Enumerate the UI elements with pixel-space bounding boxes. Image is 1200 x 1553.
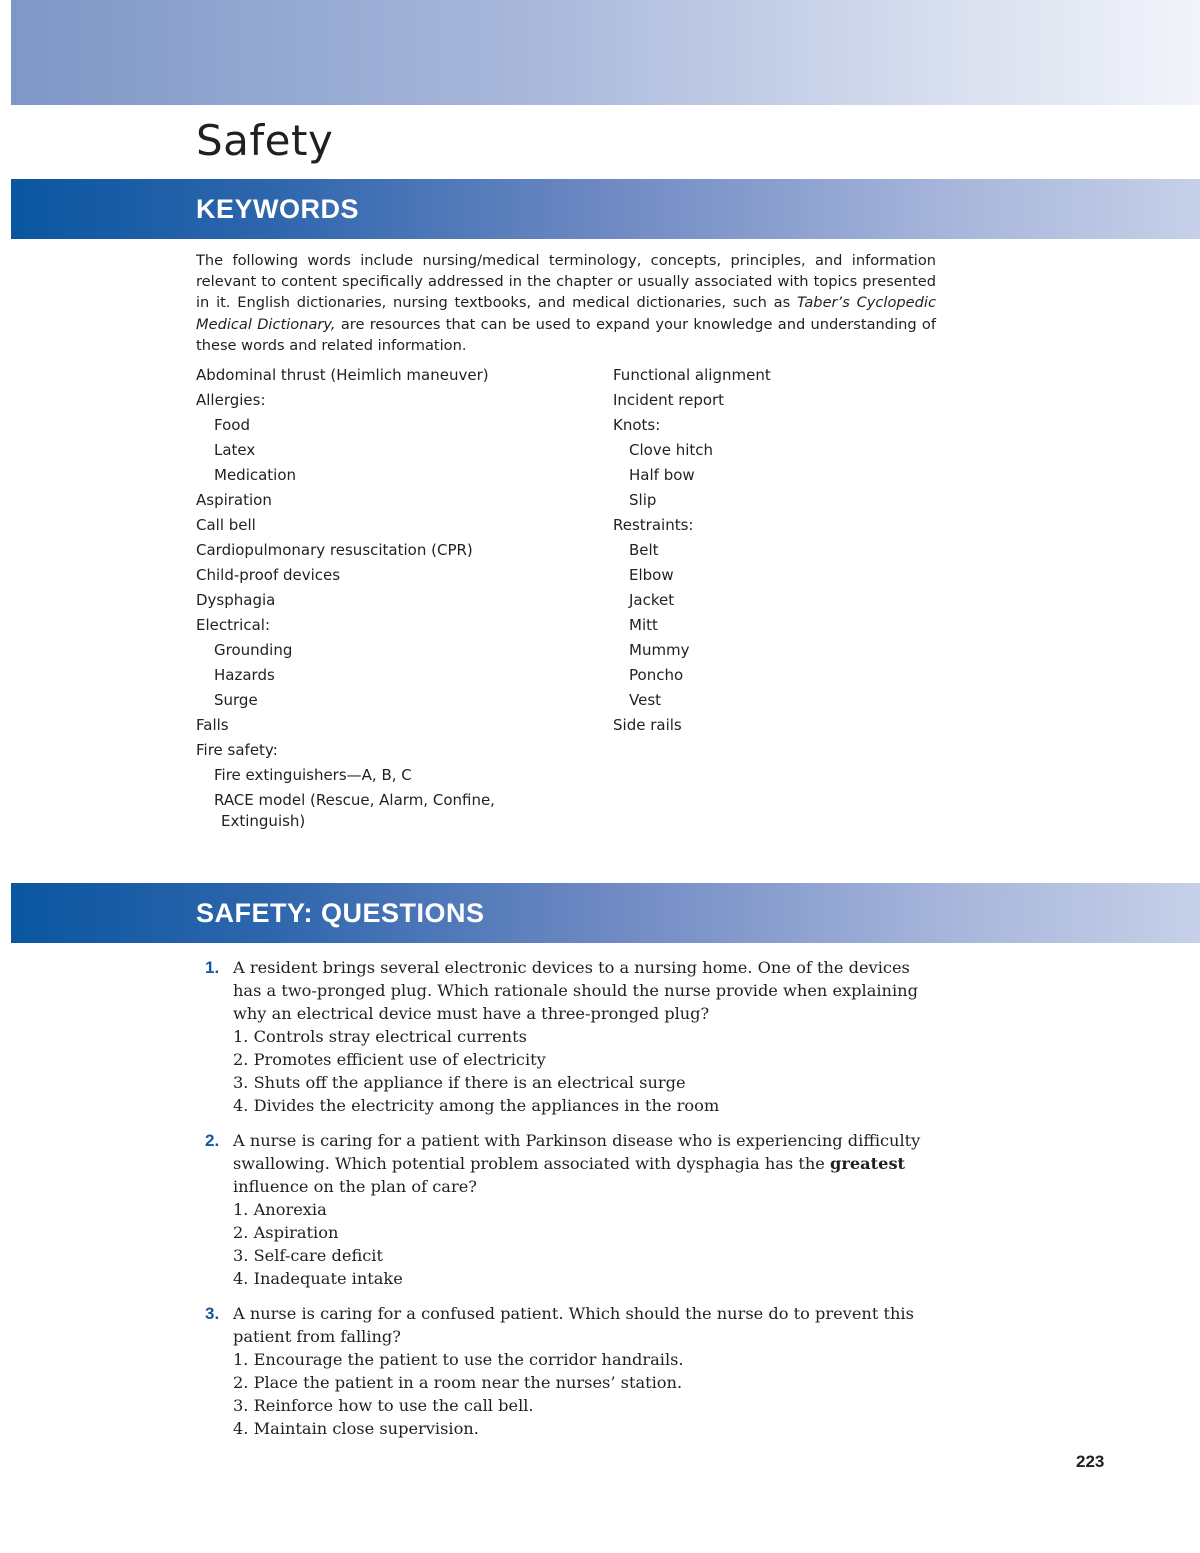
answer-option: 1. Controls stray electrical currents: [233, 1027, 527, 1046]
keyword-subitem: Poncho: [629, 666, 684, 684]
keyword-subitem-line: RACE model (Rescue, Alarm, Confine,: [214, 791, 495, 809]
keyword-item: Abdominal thrust (Heimlich maneuver): [196, 366, 489, 384]
keyword-item: Restraints:: [613, 516, 694, 534]
question-stem: [233, 1129, 935, 1198]
keyword-subitem: Hazards: [214, 666, 275, 684]
keyword-item: Electrical:: [196, 616, 270, 634]
intro-text-before: The following words include nursing/medical terminology, concepts, principles, and information relevant to content specifically addressed in the chapter or usually associated with topics presented in it. English dictionaries, nursing textbooks, and medical dictionaries, such as: [196, 252, 936, 312]
question-stem: A nurse is caring for a confused patient. Which should the nurse do to prevent this patient from falling?: [233, 1304, 914, 1346]
keyword-subitem-continuation: Extinguish): [221, 812, 306, 830]
keyword-item: Dysphagia: [196, 591, 276, 609]
keyword-subitem: Jacket: [629, 591, 675, 609]
page-number: 223: [1076, 1452, 1105, 1471]
keyword-item: Incident report: [613, 391, 725, 409]
answer-option: 2. Place the patient in a room near the nurses’ station.: [233, 1373, 683, 1392]
keyword-subitem: Food: [214, 416, 250, 434]
intro-text-after: are resources that can be used to expand your knowledge and understanding of these words and related information.: [196, 315, 936, 354]
keyword-item: Falls: [196, 716, 229, 734]
chapter-title: Safety: [196, 116, 334, 165]
keyword-subitem: Fire extinguishers—A, B, C: [214, 766, 412, 784]
keyword-subitem: Half bow: [629, 466, 695, 484]
question-3: [205, 1302, 935, 1440]
keyword-subitem: Medication: [214, 466, 297, 484]
keyword-item: Fire safety:: [196, 741, 278, 759]
top-banner: [11, 0, 1200, 105]
keyword-item: Child-proof devices: [196, 566, 341, 584]
keyword-item: Allergies:: [196, 391, 266, 409]
answer-options: [233, 1025, 935, 1117]
answer-option: 3. Self-care deficit: [233, 1246, 383, 1265]
question-stem-text: influence on the plan of care?: [233, 1177, 477, 1196]
question-1: [205, 956, 935, 1117]
question-list: [205, 956, 935, 1452]
question-number: 1.: [205, 958, 220, 977]
keyword-subitem: Slip: [629, 491, 657, 509]
questions-heading: SAFETY: QUESTIONS: [196, 898, 485, 928]
question-stem: A resident brings several electronic devices to a nursing home. One of the devices has a two-pronged plug. Which rationale should the nurse provide when explaining why an electrical device must have a three-pronged plug?: [233, 958, 918, 1023]
keyword-item: Knots:: [613, 416, 661, 434]
keyword-item: Functional alignment: [613, 366, 771, 384]
answer-options: [233, 1198, 935, 1290]
keyword-subitem: [196, 788, 495, 832]
answer-option: 1. Encourage the patient to use the corridor handrails.: [233, 1350, 684, 1369]
questions-header-bar: [11, 883, 1200, 943]
keyword-subitem: Mummy: [629, 641, 690, 659]
question-number: 3.: [205, 1304, 220, 1323]
keyword-item: Cardiopulmonary resuscitation (CPR): [196, 541, 473, 559]
question-stem-text: A nurse is caring for a patient with Parkinson disease who is experiencing difficulty swallowing. Which potential problem associated with dysphagia has the: [233, 1131, 921, 1173]
answer-option: 2. Promotes efficient use of electricity: [233, 1050, 546, 1069]
question-2: [205, 1129, 935, 1290]
question-stem-emphasis: greatest: [830, 1154, 906, 1173]
intro-dictionary-title: Taber’s Cyclopedic Medical Dictionary,: [196, 294, 936, 333]
keyword-subitem: Clove hitch: [629, 441, 714, 459]
keywords-header-bar: [11, 179, 1200, 239]
answer-option: 4. Inadequate intake: [233, 1269, 403, 1288]
keyword-item: Side rails: [613, 716, 682, 734]
answer-option: 3. Shuts off the appliance if there is an electrical surge: [233, 1073, 686, 1092]
answer-option: 4. Maintain close supervision.: [233, 1419, 479, 1438]
keyword-item: Call bell: [196, 516, 256, 534]
answer-option: 3. Reinforce how to use the call bell.: [233, 1396, 534, 1415]
keyword-subitem: Vest: [629, 691, 662, 709]
keyword-subitem: Latex: [214, 441, 256, 459]
answer-option: 4. Divides the electricity among the appliances in the room: [233, 1096, 720, 1115]
answer-option: 2. Aspiration: [233, 1223, 339, 1242]
keywords-heading: KEYWORDS: [196, 194, 360, 224]
keyword-subitem: Mitt: [629, 616, 658, 634]
answer-option: 1. Anorexia: [233, 1200, 327, 1219]
keywords-left-column: [196, 363, 495, 832]
keywords-right-column: [613, 363, 771, 738]
keyword-subitem: Surge: [214, 691, 258, 709]
keyword-subitem: Belt: [629, 541, 659, 559]
question-number: 2.: [205, 1131, 220, 1150]
keyword-item: Aspiration: [196, 491, 272, 509]
keywords-intro: [196, 250, 936, 356]
keyword-subitem: Elbow: [629, 566, 674, 584]
keyword-subitem: Grounding: [214, 641, 293, 659]
answer-options: [233, 1348, 935, 1440]
